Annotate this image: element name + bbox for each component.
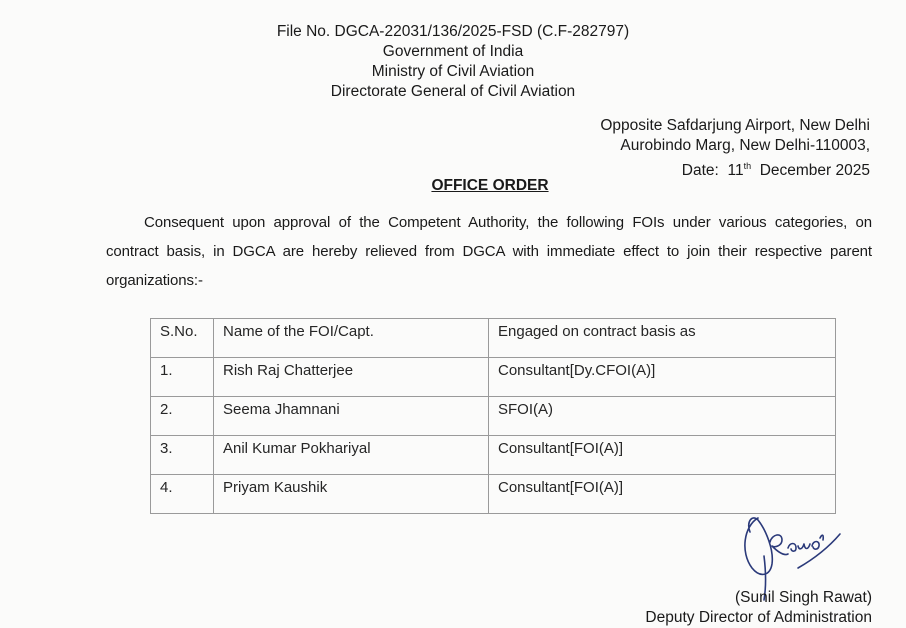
body-paragraph	[106, 208, 872, 295]
cell-name: Priyam Kaushik	[214, 475, 489, 514]
cell-engaged: Consultant[Dy.CFOI(A)]	[489, 358, 836, 397]
letterhead	[0, 22, 906, 102]
cell-sno: 1.	[151, 358, 214, 397]
date-rest: December 2025	[759, 162, 870, 179]
date-day: 11	[727, 162, 744, 179]
table-row	[151, 358, 836, 397]
page-title: OFFICE ORDER	[431, 177, 549, 194]
table-row	[151, 436, 836, 475]
cell-name: Anil Kumar Pokhariyal	[214, 436, 489, 475]
signatory-name: (Sunil Singh Rawat)	[735, 589, 872, 606]
header-engaged: Engaged on contract basis as	[489, 319, 836, 358]
file-number: File No. DGCA-22031/136/2025-FSD (C.F-282797)	[276, 23, 630, 40]
address-line-1: Opposite Safdarjung Airport, New Delhi	[600, 117, 870, 134]
ministry-line: Ministry of Civil Aviation	[371, 63, 535, 80]
address-line-2: Aurobindo Marg, New Delhi-110003,	[620, 137, 870, 154]
cell-sno: 2.	[151, 397, 214, 436]
header-sno: S.No.	[151, 319, 214, 358]
cell-engaged: Consultant[FOI(A)]	[489, 475, 836, 514]
body-text: Consequent upon approval of the Competent Authority, the following FOIs under various categories, on contract basis, in DGCA are hereby relieved from DGCA with immediate effect to join their respective parent organizations:-	[106, 214, 872, 289]
date-suffix: th	[743, 161, 752, 171]
signatory-designation: Deputy Director of Administration	[645, 609, 872, 626]
cell-engaged: SFOI(A)	[489, 397, 836, 436]
table-header-row	[151, 319, 836, 358]
table-row	[151, 475, 836, 514]
address-block	[600, 116, 870, 181]
table-row	[151, 397, 836, 436]
directorate-line: Directorate General of Civil Aviation	[330, 83, 576, 100]
cell-sno: 4.	[151, 475, 214, 514]
header-name: Name of the FOI/Capt.	[214, 319, 489, 358]
cell-name: Rish Raj Chatterjee	[214, 358, 489, 397]
cell-sno: 3.	[151, 436, 214, 475]
cell-name: Seema Jhamnani	[214, 397, 489, 436]
foi-table	[150, 318, 836, 514]
date-label: Date:	[681, 162, 719, 179]
signatory-block	[645, 588, 872, 628]
government-line: Government of India	[382, 43, 524, 60]
cell-engaged: Consultant[FOI(A)]	[489, 436, 836, 475]
